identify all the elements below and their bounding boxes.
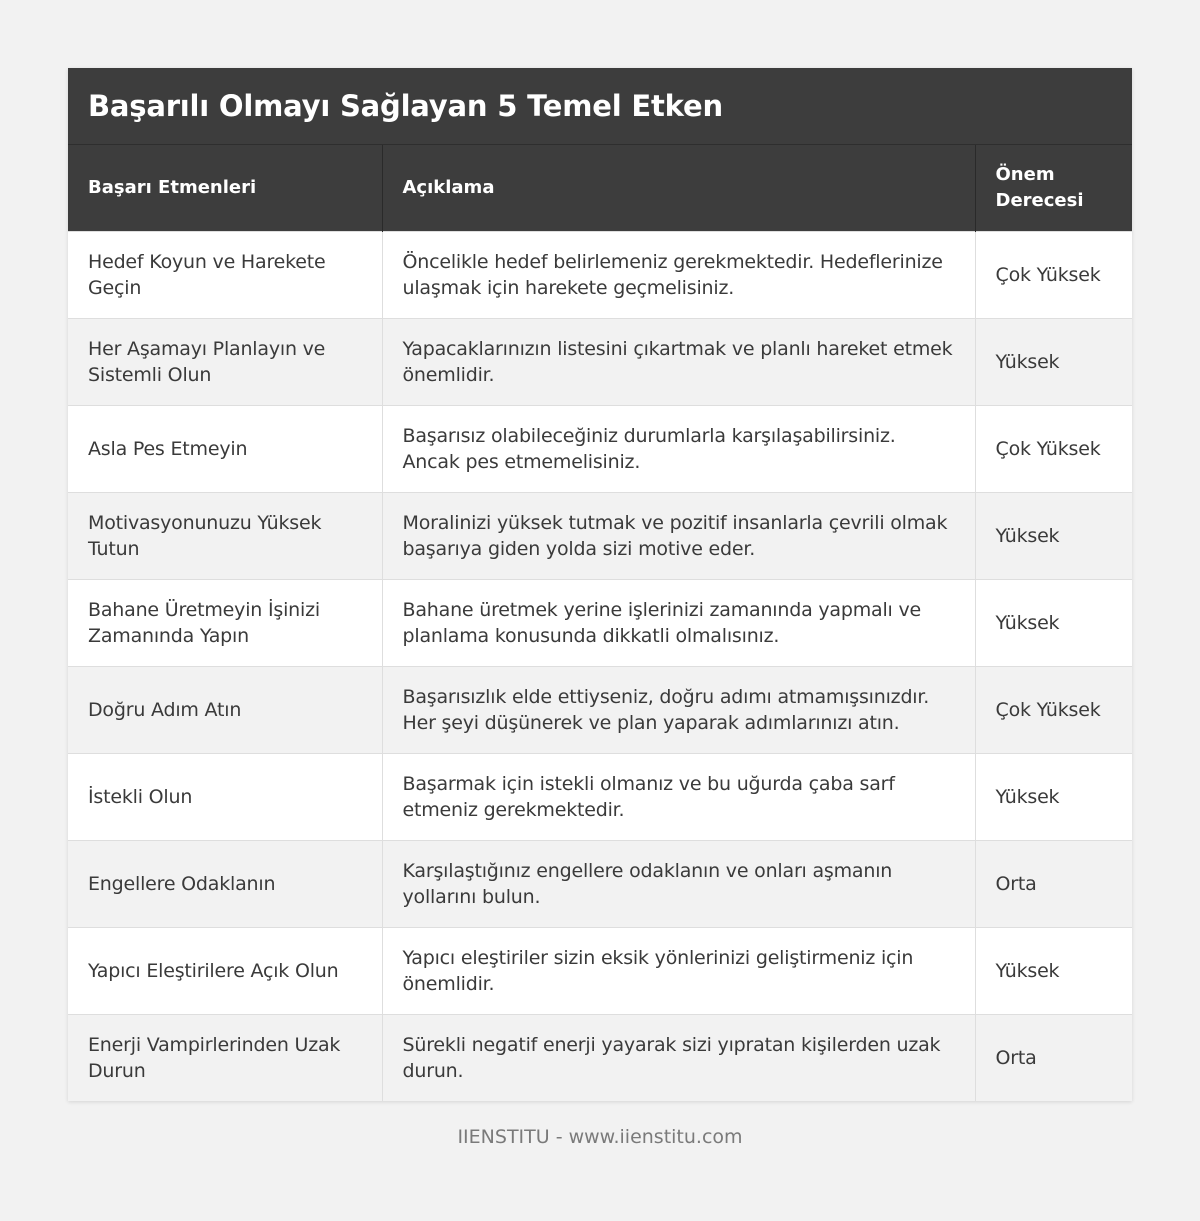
description-cell: Yapacaklarınızın listesini çıkartmak ve planlı hareket etmek önemlidir. bbox=[382, 318, 975, 405]
table-row bbox=[68, 927, 1132, 1014]
factor-cell: Engellere Odaklanın bbox=[68, 840, 382, 927]
description-cell: Bahane üretmek yerine işlerinizi zamanında yapmalı ve planlama konusunda dikkatli olmalısınız. bbox=[382, 579, 975, 666]
importance-cell: Yüksek bbox=[975, 318, 1132, 405]
table-header bbox=[68, 145, 1132, 231]
factor-cell: Motivasyonunuzu Yüksek Tutun bbox=[68, 492, 382, 579]
table-body bbox=[68, 231, 1132, 1101]
importance-cell: Yüksek bbox=[975, 492, 1132, 579]
table-row bbox=[68, 492, 1132, 579]
importance-cell: Yüksek bbox=[975, 927, 1132, 1014]
description-cell: Karşılaştığınız engellere odaklanın ve onları aşmanın yollarını bulun. bbox=[382, 840, 975, 927]
importance-cell: Orta bbox=[975, 840, 1132, 927]
header-importance: Önem Derecesi bbox=[975, 145, 1132, 231]
description-cell: Başarısız olabileceğiniz durumlarla karşılaşabilirsiniz. Ancak pes etmemelisiniz. bbox=[382, 405, 975, 492]
table-row bbox=[68, 318, 1132, 405]
description-cell: Başarmak için istekli olmanız ve bu uğurda çaba sarf etmeniz gerekmektedir. bbox=[382, 753, 975, 840]
importance-cell: Çok Yüksek bbox=[975, 666, 1132, 753]
factor-cell: Yapıcı Eleştirilere Açık Olun bbox=[68, 927, 382, 1014]
header-row bbox=[68, 145, 1132, 231]
factor-cell: İstekli Olun bbox=[68, 753, 382, 840]
table-row bbox=[68, 1014, 1132, 1101]
title-bar bbox=[68, 68, 1132, 145]
table-title: Başarılı Olmayı Sağlayan 5 Temel Etken bbox=[88, 89, 723, 123]
footer-credit: IIENSTITU - www.iienstitu.com bbox=[457, 1126, 743, 1148]
success-factors-table bbox=[68, 145, 1132, 1101]
table-row bbox=[68, 753, 1132, 840]
importance-cell: Yüksek bbox=[975, 579, 1132, 666]
importance-cell: Çok Yüksek bbox=[975, 405, 1132, 492]
factor-cell: Asla Pes Etmeyin bbox=[68, 405, 382, 492]
description-cell: Öncelikle hedef belirlemeniz gerekmektedir. Hedeflerinize ulaşmak için harekete geçmelisiniz. bbox=[382, 231, 975, 318]
table-row bbox=[68, 231, 1132, 318]
description-cell: Yapıcı eleştiriler sizin eksik yönlerinizi geliştirmeniz için önemlidir. bbox=[382, 927, 975, 1014]
importance-cell: Orta bbox=[975, 1014, 1132, 1101]
description-cell: Sürekli negatif enerji yayarak sizi yıpratan kişilerden uzak durun. bbox=[382, 1014, 975, 1101]
factor-cell: Her Aşamayı Planlayın ve Sistemli Olun bbox=[68, 318, 382, 405]
factor-cell: Enerji Vampirlerinden Uzak Durun bbox=[68, 1014, 382, 1101]
description-cell: Moralinizi yüksek tutmak ve pozitif insanlarla çevrili olmak başarıya giden yolda sizi motive eder. bbox=[382, 492, 975, 579]
table-row bbox=[68, 579, 1132, 666]
factor-cell: Bahane Üretmeyin İşinizi Zamanında Yapın bbox=[68, 579, 382, 666]
table-row bbox=[68, 666, 1132, 753]
importance-cell: Yüksek bbox=[975, 753, 1132, 840]
description-cell: Başarısızlık elde ettiyseniz, doğru adımı atmamışsınızdır. Her şeyi düşünerek ve plan yaparak adımlarınızı atın. bbox=[382, 666, 975, 753]
importance-cell: Çok Yüksek bbox=[975, 231, 1132, 318]
factor-cell: Hedef Koyun ve Harekete Geçin bbox=[68, 231, 382, 318]
table-row bbox=[68, 840, 1132, 927]
table-card bbox=[68, 68, 1132, 1101]
factor-cell: Doğru Adım Atın bbox=[68, 666, 382, 753]
header-description: Açıklama bbox=[382, 145, 975, 231]
table-row bbox=[68, 405, 1132, 492]
header-factor: Başarı Etmenleri bbox=[68, 145, 382, 231]
